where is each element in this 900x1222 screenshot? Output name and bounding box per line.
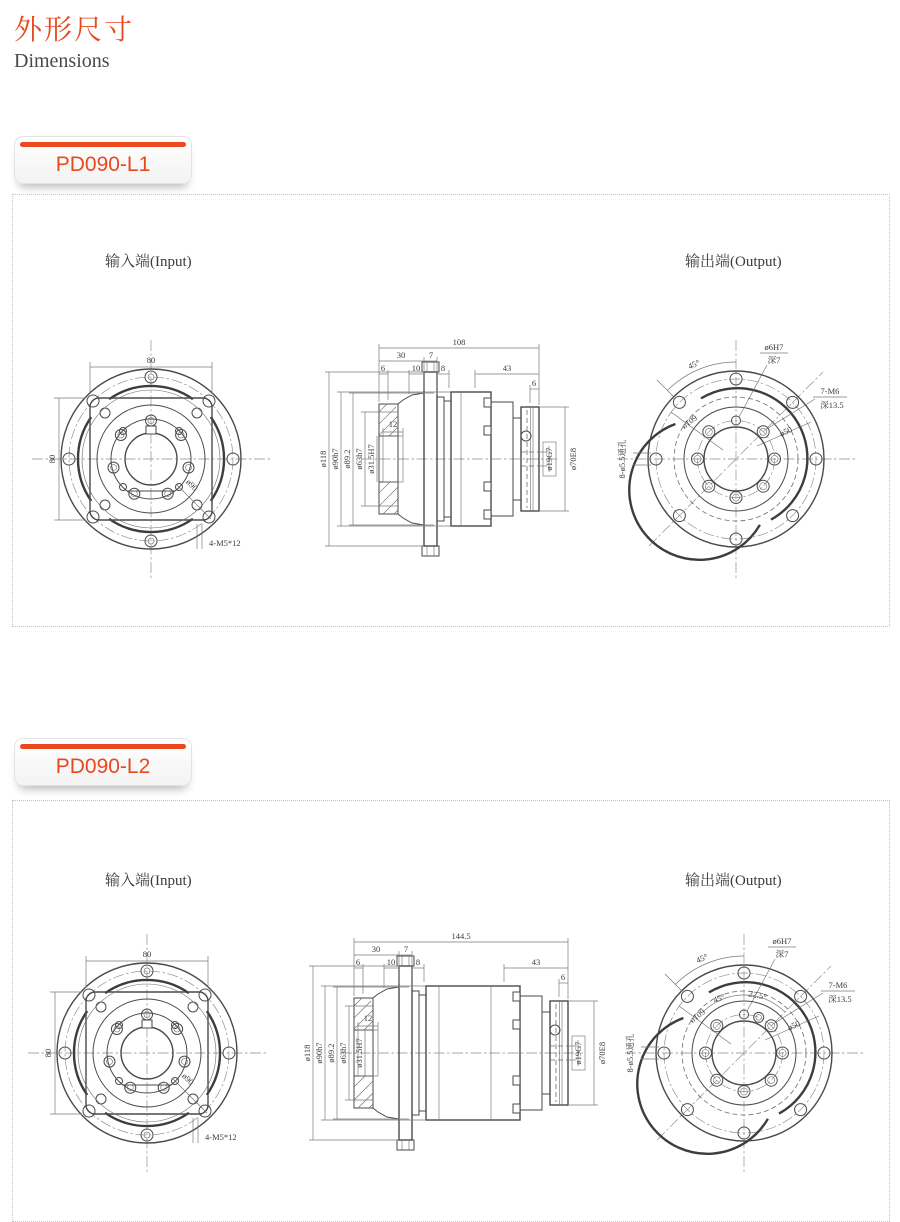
drawing-panel-pd090-l2	[12, 800, 890, 1222]
dim-label: 43	[531, 957, 541, 967]
dim-label: 10	[411, 363, 421, 373]
dim-label: ø6H7	[772, 936, 792, 946]
dim-label: 45°	[694, 951, 710, 966]
output-end-label: 输出端(Output)	[685, 873, 782, 889]
dim-label: 8-ø5.5通孔	[617, 439, 627, 479]
dim-label: 7	[403, 944, 409, 954]
dim-label: ø50	[785, 1018, 802, 1033]
dim-label: 108	[452, 337, 466, 347]
dim-label: 8	[440, 363, 446, 373]
dim-label: 144.5	[451, 931, 471, 941]
dim-label: 12	[363, 1013, 373, 1023]
output-end-label: 输出端(Output)	[685, 254, 782, 270]
dim-label: 8-ø5.5通孔	[625, 1033, 635, 1073]
dim-label: 30	[371, 944, 381, 954]
dim-label: ø90	[184, 476, 201, 493]
dim-label: ø63h7	[354, 448, 364, 470]
dim-label: ø118	[318, 450, 328, 468]
dim-label: ø89.2	[342, 449, 352, 469]
dim-label: 深7	[767, 355, 781, 365]
page-title-english: Dimensions	[14, 50, 110, 72]
dim-label: 4-M5*12	[209, 538, 241, 548]
output-end-view-drawing	[611, 334, 861, 584]
dim-label: 30	[396, 350, 406, 360]
drawing-panel-pd090-l1	[12, 194, 890, 627]
dim-label: ø63h7	[338, 1042, 348, 1064]
dim-label: 80	[142, 949, 152, 959]
input-end-view-drawing	[22, 928, 272, 1178]
dim-label: ø89.2	[326, 1043, 336, 1063]
dim-label: ø118	[302, 1044, 312, 1062]
dim-label: ø90h7	[330, 448, 340, 470]
dim-label: 7	[428, 350, 434, 360]
dim-label: 80	[146, 355, 156, 365]
dim-label: 7-M6	[828, 980, 848, 990]
dim-label: ø70E8	[568, 447, 578, 471]
dim-label: 6	[531, 378, 537, 388]
dim-label: 7-M6	[820, 386, 840, 396]
dim-label: 4-M5*12	[205, 1132, 237, 1142]
dim-label: 深13.5	[828, 994, 852, 1004]
input-end-label: 输入端(Input)	[105, 873, 192, 889]
input-end-label: 输入端(Input)	[105, 254, 192, 270]
dim-label: ø31.5H7	[354, 1038, 364, 1068]
dim-label: 深13.5	[820, 400, 844, 410]
badge-label: PD090-L1	[55, 153, 151, 176]
dim-label: ø6H7	[764, 342, 784, 352]
dim-label: 10	[386, 957, 396, 967]
dim-label: ø90h7	[314, 1042, 324, 1064]
dim-label: 6	[380, 363, 386, 373]
side-section-view-drawing	[301, 908, 621, 1198]
page-title-chinese: 外形尺寸	[14, 14, 135, 45]
dim-label: ø19G7	[573, 1041, 583, 1065]
dim-label: ø31.5H7	[366, 444, 376, 474]
dim-label: 6	[355, 957, 361, 967]
dim-label: ø109	[687, 1006, 707, 1025]
model-badge-pd090-l1[interactable]	[14, 136, 192, 184]
badge-label: PD090-L2	[55, 755, 151, 778]
dim-label: 深7	[775, 949, 789, 959]
dim-label: ø50	[777, 424, 794, 439]
dim-label: 45°	[686, 357, 702, 372]
dim-label: 22.5°	[747, 988, 768, 1002]
input-end-view-drawing	[26, 334, 276, 584]
page-header	[14, 8, 134, 73]
output-end-view-drawing	[619, 928, 869, 1178]
side-section-view-drawing	[299, 314, 619, 604]
model-badge-pd090-l2[interactable]	[14, 738, 192, 786]
dim-label: 8	[415, 957, 421, 967]
dim-label: 6	[560, 972, 566, 982]
dim-label: ø90	[180, 1070, 197, 1087]
dim-label: ø70E8	[597, 1041, 607, 1065]
dim-label: 80	[47, 454, 57, 464]
dim-label: 12	[388, 419, 398, 429]
dim-label: ø109	[679, 412, 699, 431]
dim-label: ø19G7	[544, 447, 554, 471]
dim-label: 80	[43, 1048, 53, 1058]
dim-label: 45°	[711, 991, 727, 1005]
dim-label: 43	[502, 363, 512, 373]
